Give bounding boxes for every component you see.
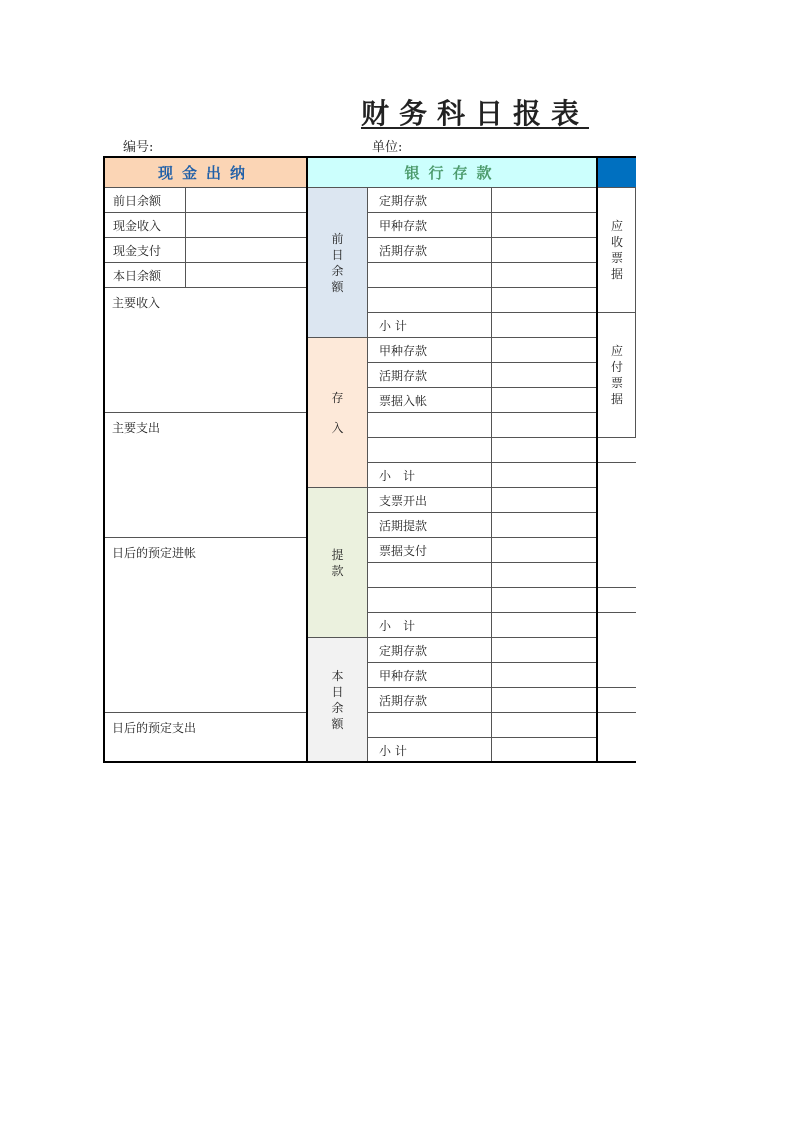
bank-item-label: 活期存款 — [379, 368, 428, 383]
bank-item-label — [368, 713, 491, 737]
bank-value-field[interactable] — [492, 488, 596, 512]
grid-line — [308, 487, 596, 488]
bank-value-field[interactable] — [492, 388, 596, 412]
grid-line — [598, 687, 636, 688]
group-label-withdraw: 提款 — [308, 488, 367, 637]
cash-row-label: 前日余额 — [113, 193, 162, 208]
grid-line — [368, 737, 596, 738]
group-label-end-balance: 本日余额 — [308, 638, 367, 762]
cash-value-field[interactable] — [186, 213, 306, 237]
grid-line — [105, 412, 306, 413]
grid-line — [308, 637, 596, 638]
bank-item-label — [368, 588, 491, 612]
bank-item-label: 甲种存款 — [379, 668, 428, 683]
grid-line — [105, 287, 306, 288]
payable-bills-label: 应付票据 — [610, 344, 623, 406]
planned-income-section: 日后的预定进帐 — [112, 546, 197, 560]
bank-value-field[interactable] — [492, 613, 596, 637]
main-income-section: 主要收入 — [112, 296, 161, 310]
table-divider — [596, 156, 598, 763]
bank-item-label: 甲种存款 — [379, 343, 428, 358]
grid-line — [368, 612, 596, 613]
bank-item-label: 小 计 — [379, 618, 416, 633]
main-expense-section: 主要支出 — [112, 421, 161, 435]
bank-item-label: 活期存款 — [379, 693, 428, 708]
grid-line — [598, 587, 636, 588]
grid-line — [368, 712, 596, 713]
grid-line — [185, 188, 186, 288]
bank-value-field[interactable] — [492, 713, 596, 737]
bank-value-field[interactable] — [492, 538, 596, 562]
grid-line — [598, 462, 636, 463]
table-border-bottom — [103, 761, 636, 763]
cash-value-field[interactable] — [186, 238, 306, 262]
grid-line — [368, 237, 596, 238]
serial-label: 编号: — [123, 140, 154, 155]
cash-row-label: 本日余额 — [113, 268, 162, 283]
cash-header: 现金出纳 — [105, 157, 307, 187]
bank-item-label: 票据入帐 — [379, 393, 428, 408]
receivable-bills-label: 应收票据 — [610, 219, 623, 281]
table-border-top — [103, 156, 636, 158]
grid-line — [368, 262, 596, 263]
bank-value-field[interactable] — [492, 563, 596, 587]
grid-line — [368, 462, 596, 463]
bank-item-label: 小 计 — [379, 318, 407, 333]
grid-line — [368, 537, 596, 538]
bank-item-label: 定期存款 — [379, 643, 428, 658]
cash-row-label: 现金支付 — [113, 243, 162, 258]
grid-line — [105, 212, 306, 213]
bank-header: 银行存款 — [308, 157, 597, 187]
bank-value-field[interactable] — [492, 688, 596, 712]
bank-item-label: 小 计 — [379, 468, 416, 483]
grid-line — [368, 212, 596, 213]
grid-line — [598, 312, 636, 313]
group-label-deposit: 存入 — [308, 338, 367, 487]
grid-line — [635, 188, 636, 438]
grid-line — [368, 387, 596, 388]
bank-value-field[interactable] — [492, 363, 596, 387]
grid-line — [105, 237, 306, 238]
grid-line — [368, 687, 596, 688]
bank-item-label — [368, 288, 491, 312]
unit-label: 单位: — [372, 140, 403, 155]
grid-line — [368, 362, 596, 363]
grid-line — [105, 262, 306, 263]
cash-row-label: 现金收入 — [113, 218, 162, 233]
bank-item-label: 票据支付 — [379, 543, 428, 558]
bank-item-label — [368, 563, 491, 587]
bills-header — [598, 157, 636, 187]
grid-line — [368, 437, 596, 438]
grid-line — [598, 437, 636, 438]
bank-value-field[interactable] — [492, 463, 596, 487]
grid-line — [105, 537, 306, 538]
bank-value-field[interactable] — [492, 313, 596, 337]
bank-value-field[interactable] — [492, 213, 596, 237]
bank-value-field[interactable] — [492, 238, 596, 262]
grid-line — [367, 188, 368, 762]
table-border-left — [103, 156, 105, 763]
bank-value-field[interactable] — [492, 288, 596, 312]
grid-line — [598, 612, 636, 613]
bank-value-field[interactable] — [492, 513, 596, 537]
grid-line — [491, 188, 492, 762]
grid-line — [368, 662, 596, 663]
grid-line — [598, 712, 636, 713]
bank-item-label: 定期存款 — [379, 193, 428, 208]
bank-value-field[interactable] — [492, 738, 596, 762]
bank-value-field[interactable] — [492, 338, 596, 362]
bank-value-field[interactable] — [492, 188, 596, 212]
grid-line — [308, 337, 596, 338]
bank-item-label: 小 计 — [379, 743, 407, 758]
bank-item-label: 支票开出 — [379, 493, 428, 508]
bank-value-field[interactable] — [492, 588, 596, 612]
grid-line — [368, 587, 596, 588]
table-divider — [306, 156, 308, 763]
grid-line — [368, 412, 596, 413]
cash-value-field[interactable] — [186, 188, 306, 212]
bank-item-label: 活期提款 — [379, 518, 428, 533]
grid-line — [368, 512, 596, 513]
bank-item-label — [368, 263, 491, 287]
bank-item-label: 甲种存款 — [379, 218, 428, 233]
grid-line — [105, 712, 306, 713]
bank-value-field[interactable] — [492, 663, 596, 687]
page-title: 财务科日报表 — [360, 97, 589, 130]
grid-line — [368, 312, 596, 313]
planned-expense-section: 日后的预定支出 — [112, 721, 197, 735]
bank-item-label: 活期存款 — [379, 243, 428, 258]
bank-item-label — [368, 438, 491, 462]
grid-line — [368, 287, 596, 288]
bank-value-field[interactable] — [492, 638, 596, 662]
bank-item-label — [368, 413, 491, 437]
cash-value-field[interactable] — [186, 263, 306, 287]
group-label-prev-balance: 前日余额 — [308, 188, 367, 337]
bank-value-field[interactable] — [492, 413, 596, 437]
bank-value-field[interactable] — [492, 263, 596, 287]
grid-line — [368, 562, 596, 563]
bank-value-field[interactable] — [492, 438, 596, 462]
